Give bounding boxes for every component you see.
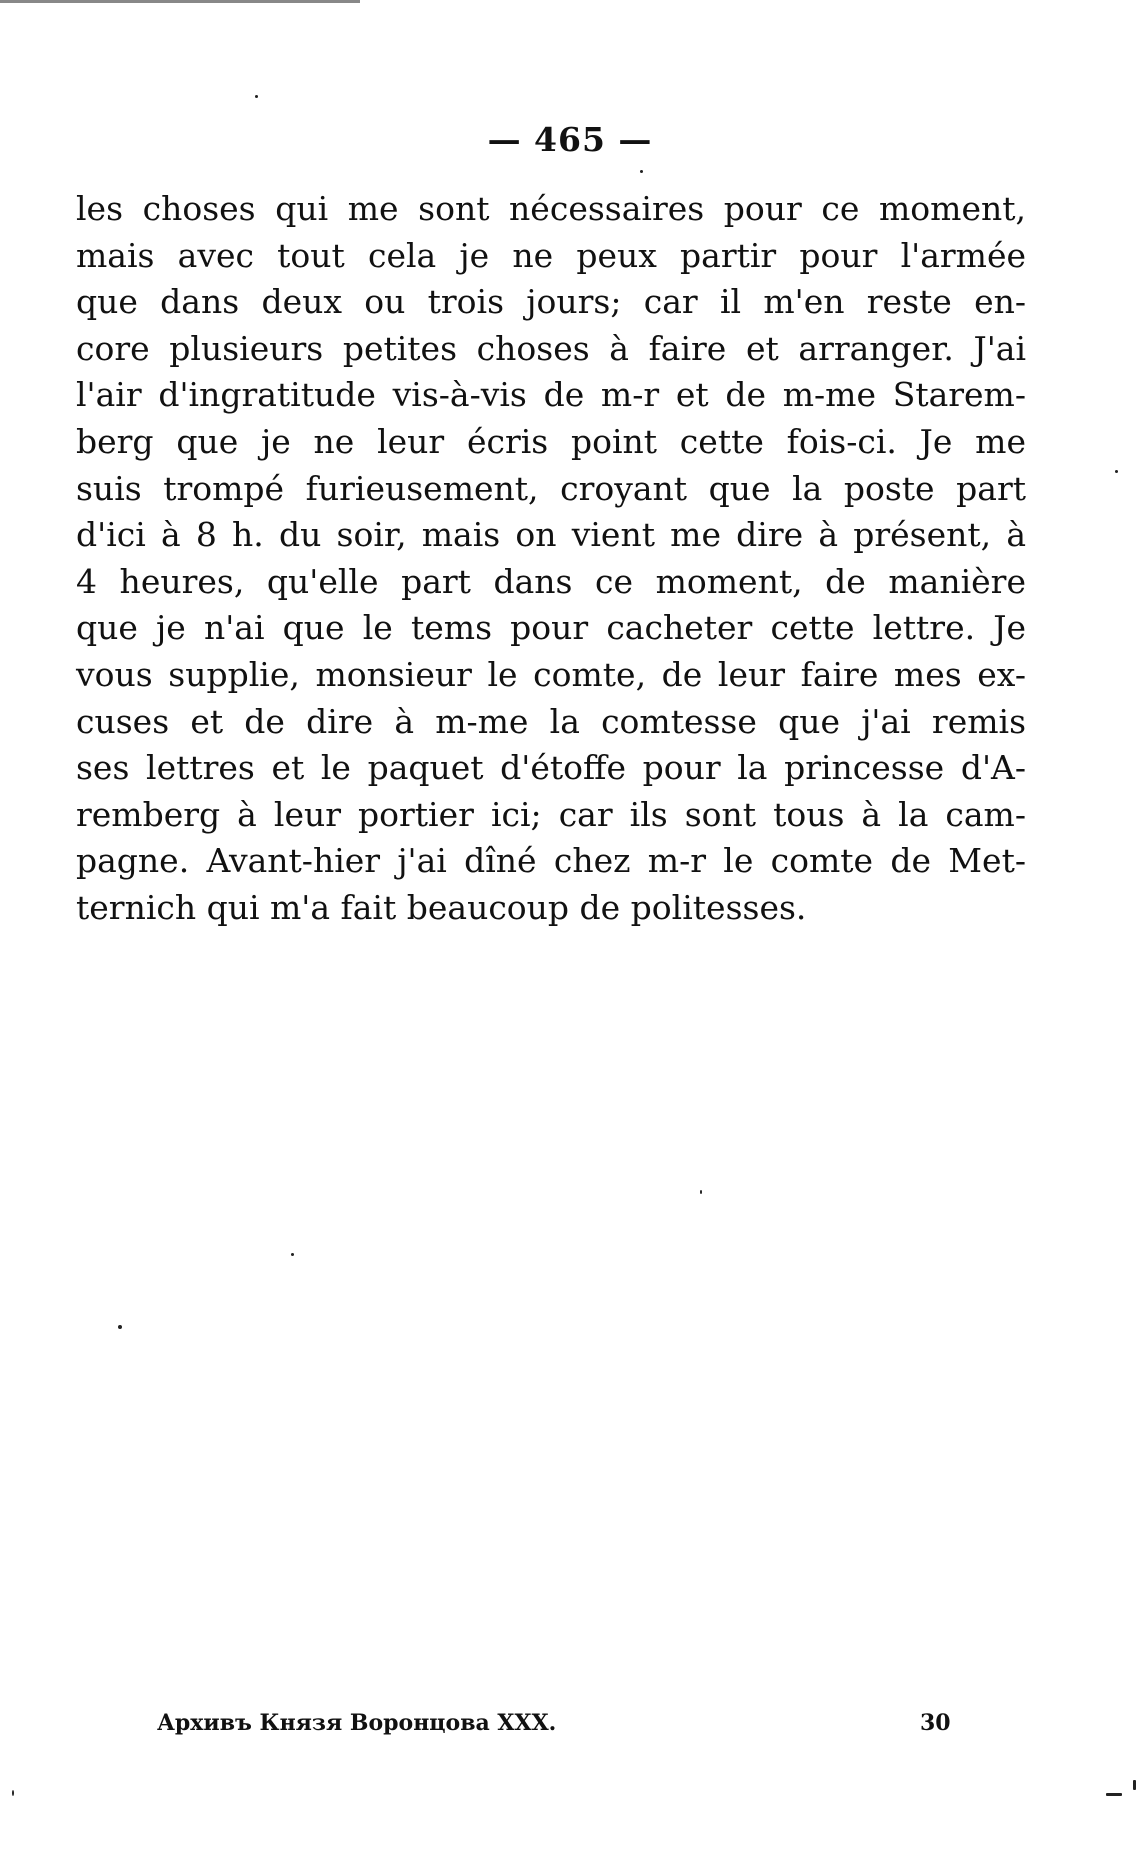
text-line: que dans deux ou trois jours; car il m'en reste en- [76, 282, 1026, 322]
top-rule [0, 0, 360, 3]
footer-title: Архивъ Князя Воронцова XXX. [157, 1710, 557, 1736]
scan-speck [1133, 1780, 1136, 1790]
text-line: vous supplie, monsieur le comte, de leur faire mes ex- [76, 654, 1026, 694]
scan-speck [1115, 470, 1118, 473]
scan-speck [118, 1325, 122, 1329]
text-line: l'air d'ingratitude vis-à-vis de m-r et de m-me Starem- [76, 375, 1026, 415]
text-line: suis trompé furieusement, croyant que la poste part [76, 468, 1026, 508]
scan-speck [640, 170, 643, 173]
scan-speck [12, 1790, 14, 1796]
scan-speck [255, 95, 258, 98]
text-line: les choses qui me sont nécessaires pour ce moment, [76, 189, 1026, 228]
text-line: berg que je ne leur écris point cette fois-ci. Je me [76, 421, 1026, 461]
scan-speck [1106, 1793, 1122, 1796]
text-line: que je n'ai que le tems pour cacheter cette lettre. Je [76, 608, 1026, 648]
signature-mark: 30 [920, 1710, 951, 1736]
text-line: ses lettres et le paquet d'étoffe pour la princesse d'A- [76, 748, 1026, 788]
scan-speck [700, 1190, 702, 1194]
text-line: 4 heures, qu'elle part dans ce moment, de manière [76, 561, 1026, 601]
text-line: ternich qui m'a fait beaucoup de politesses. [76, 887, 807, 927]
text-line: remberg à leur portier ici; car ils sont tous à la cam- [76, 794, 1026, 834]
text-line: pagne. Avant-hier j'ai dîné chez m-r le comte de Met- [76, 841, 1026, 881]
text-line: d'ici à 8 h. du soir, mais on vient me dire à présent, à [76, 515, 1026, 555]
text-line: cuses et de dire à m-me la comtesse que j'ai remis [76, 701, 1026, 741]
body-text [76, 186, 1026, 932]
scan-speck [291, 1253, 294, 1256]
page-number: — 465 — [487, 120, 653, 159]
text-line: mais avec tout cela je ne peux partir pour l'armée [76, 235, 1026, 275]
text-line: core plusieurs petites choses à faire et arranger. J'ai [76, 328, 1026, 368]
